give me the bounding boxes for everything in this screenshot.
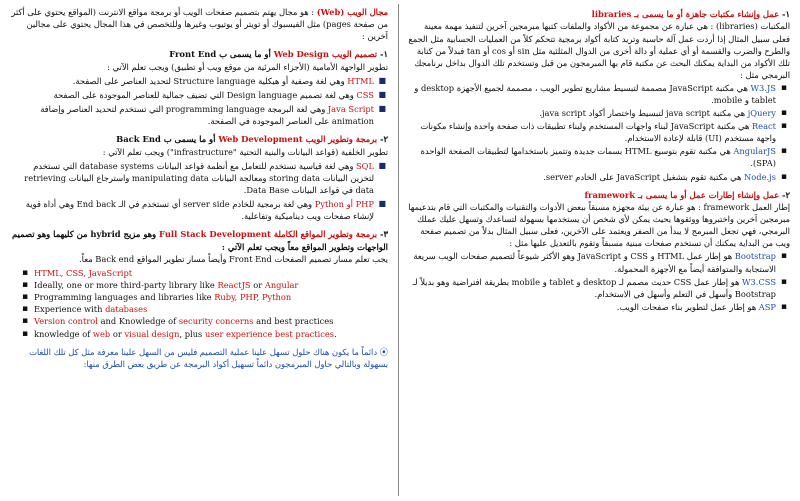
list-item <box>8 75 388 87</box>
item-text: وهي لغة تصميم Design language التي تضيف جمالية للعناصر الموجودة على الصفحة <box>53 89 357 100</box>
item-term: AngularJS <box>733 146 776 157</box>
item-text: هي مكتبة تقوم بتشغيل JavaScript على الخادم server. <box>543 171 745 182</box>
item-text: وهي لغة وصفية أو هيكلية Structure language لتحديد العناصر على الصفحة. <box>72 75 348 86</box>
item-term: PHP أو Python <box>314 198 374 209</box>
item-term: jQuery <box>747 108 776 119</box>
full-stack-heading <box>8 228 388 253</box>
list-item <box>408 250 790 274</box>
footer-note <box>8 346 388 370</box>
item-text-run: and Knowledge of <box>97 316 179 327</box>
list-item <box>408 171 790 183</box>
full-stack-list <box>8 267 388 340</box>
back-end-title-rest: أو ما يسمى ب Back End <box>116 134 219 145</box>
list-item <box>408 120 790 144</box>
item-text-run: or <box>250 280 265 291</box>
libraries-heading <box>408 8 790 20</box>
item-text: هي مكتبة تقوم بتوسيع HTML بسمات جديدة وتتميز باستخدامها لتطبيقات الصفحة الواحدة (SPA). <box>420 146 776 169</box>
full-stack-item <box>22 315 388 327</box>
list-item <box>8 89 388 101</box>
front-end-title: تصميم الويب Web Design <box>273 49 378 60</box>
left-column <box>8 6 388 496</box>
full-stack-item <box>22 291 388 303</box>
back-end-heading <box>8 133 388 145</box>
item-text-run: databases <box>105 304 148 315</box>
item-text-run: web <box>92 328 111 339</box>
list-item <box>8 160 388 196</box>
back-end-title: برمجة وتطوير الويب Web Development <box>218 134 378 145</box>
list-item <box>8 198 388 222</box>
item-text: وهي لغة برمجية للخادم server side أي تستخدم في الـ End back وهي أداة قوية لإنشاء صفحات ويب ديناميكية وتفاعلية. <box>25 198 374 222</box>
front-end-title-rest: أو ما يسمى ب Front End <box>169 49 274 60</box>
item-text: هي مكتبة JavaScript لبناء واجهات المستخدم ولبناء تطبيقات ذات صفحة واحدة وإنشاء مكونات واجهة مستخدم (UI) قابلة لإعادة الاستخدام. <box>420 121 776 144</box>
footer-bullet-icon: ⦿ <box>377 346 388 357</box>
full-stack-item <box>22 328 388 340</box>
item-text: وهي لغة قياسية تستخدم للتعامل مع أنظمة قواعد البيانات database systems التي تستخدم لتخزين البيانات storing data ومعالجة البيانات manipulating data واسترجاع البيانات retrieving data في قواعد البيانات Data Base. <box>24 160 374 195</box>
full-stack-item <box>22 267 388 279</box>
item-text-run: Ruby, PHP, Python <box>214 292 292 303</box>
item-term: Java Script <box>327 103 374 114</box>
item-term: Node.js <box>744 171 776 182</box>
column-divider <box>398 4 399 496</box>
list-item <box>408 107 790 119</box>
item-text-run: and best practices <box>253 316 334 327</box>
item-text: هي مكتبة java script لتبسيط واختصار أكواد java script. <box>539 108 748 119</box>
item-term: SQL <box>356 160 374 171</box>
front-end-desc: تطوير الواجهة الأمامية (الأجزاء المرئية من موقع ويب أو تطبيق) ويجب تعلم الآتي : <box>107 61 388 72</box>
libraries-list <box>408 82 790 183</box>
item-text-run: , plus <box>179 328 205 339</box>
item-term: HTML <box>347 75 374 86</box>
right-column <box>408 6 790 496</box>
item-text-run: . <box>334 328 337 339</box>
full-stack-title: برمجة وتطوير المواقع الكاملة Full Stack Development <box>159 229 378 240</box>
item-text-run: knowledge of <box>34 328 93 339</box>
item-term: W3.JS <box>750 82 776 93</box>
item-text-run: Ideally, one or more third-party library like <box>34 280 218 291</box>
frameworks-title: عمل وإنشاء إطارات عمل أو ما يسمى بـ framework <box>584 189 780 200</box>
intro-paragraph <box>8 6 388 42</box>
intro-text: : هو مجال يهتم بتصميم صفحات الويب أو برمجة مواقع الانترنت (المواقع يحتوي على أكثر من صفحة pages) مثل الفيسبوك أو تويتر أو يوتيوب وغيرها وللتخصص في هذا المجال يحتوي على مجالين آخرين : <box>11 7 388 42</box>
front-end-list <box>8 75 388 127</box>
item-text-run: ReactJS <box>217 280 251 291</box>
back-end-desc: تطوير الخلفية (قواعد البيانات والبنية التحتية "infrastructure") ويجب تعلم الآتي : <box>102 146 388 157</box>
back-end-number: ٢- <box>377 134 388 145</box>
item-term: Bootstrap <box>734 251 776 262</box>
full-stack-title-rest: وهو مزيج hybrid من كليهما وهو تصميم الواجهات وتطوير المواقع معاً ويجب تعلم الآتي : <box>11 229 388 252</box>
libraries-desc: المكتبات (libraries) : هي عبارة عن مجموعة من الأكواد والملفات كتبها مبرمجين آخرين لتنفيذ مهمة معينة فعلى سبيل المثال إذا أردت عمل آلة حاسبة وتريد كتابة أكواد برمجية تتحكم كلاً من العمليات الحسابية مثل الجمع والطرح والضرب والقسمة أو أي عملية أو دالة أخرى من الدوال المثلثية مثل sin أو cos أو tan فبدلاً من كتابة تلك الأكواد من البداية يمكنك البحث عن مكتبة قام بها المبرمجون من قبل وتستخدم تلك الدوال بداخل برنامجك البرمجي مثل : <box>408 21 790 80</box>
item-text-run: HTML, CSS, JavaScript <box>34 268 133 279</box>
frameworks-desc: إطار العمل framework : هو عبارة عن بيئة مجهزة مسبقاً ببعض الأدوات والتقنيات والمكتبات التي قام بتدعيمها مبرمجين آخرين واختبروها ووثقوها بحيث يمكن لأي شخص أن يستخدمها بسهولة لتساعدك وتسهل عليك عملك البرمجي، فهي تجعل المبرمج لا يبدأ من الصفر ويعتمد على الآخرين، فعلى سبيل المثال بدلاً من تصميم صفحة ويب من البداية يمكنك أن تستخدم صفحات مبنية مسبقاً وتقوم بالتعديل عليها مثل : <box>408 202 790 249</box>
item-text-run: Version control <box>34 316 98 327</box>
item-text-run: Experience with <box>34 304 106 315</box>
item-term: W3.CSS <box>741 276 776 287</box>
item-text: وهي لغة البرمجة programming language التي تستخدم لتحديد العناصر وإضافة animation على العناصر الموجودة في الصفحة. <box>40 103 374 127</box>
full-stack-item <box>22 303 388 315</box>
front-end-number: ١- <box>377 49 388 60</box>
list-item <box>408 82 790 106</box>
libraries-number: ١- <box>779 9 790 19</box>
item-text-run: Angular <box>264 280 299 291</box>
back-end-list <box>8 160 388 222</box>
item-text-run: user experience best practices <box>204 328 335 339</box>
front-end-heading <box>8 48 388 60</box>
item-term: React <box>751 121 776 132</box>
intro-term: مجال الويب (Web) <box>316 7 388 17</box>
item-text-run: security concerns <box>178 316 254 327</box>
list-item <box>408 276 790 300</box>
item-text: هو إطار عمل لتطوير بناء صفحات الويب. <box>616 301 759 312</box>
list-item <box>408 145 790 169</box>
item-text-run: Programming languages and libraries like <box>34 292 215 303</box>
frameworks-heading <box>408 189 790 201</box>
frameworks-list <box>408 250 790 312</box>
item-text: هو إطار عمل CSS حديث مصمم لـ desktop و tablet و mobile بطريقة افتراضية وهو بديلاً لـ Bootstrap وأسهل في التعلم وأسهل في الاستخدام. <box>412 276 776 299</box>
item-text: هي مكتبة JavaScript مصممة لتبسيط مشاريع تطوير الويب ، مصممة لجميع الأجهزة desktop و tablet و mobile. <box>414 82 776 105</box>
footer-note-text: دائماً ما يكون هناك حلول تسهل علينا عملية التصميم فليس من السهل علينا معرفة مثل كل تلك اللغات بسهولة وبالتالي حاول المبرمجون دائماً تسهيل أكواد البرمجة عن طريق بعض الطرق منها: <box>29 346 388 369</box>
libraries-title: عمل وإنشاء مكتبات جاهزة أو ما يسمى بـ libraries <box>591 9 780 19</box>
full-stack-item <box>22 279 388 291</box>
item-text-run: or <box>110 328 125 339</box>
list-item <box>8 103 388 127</box>
item-term: CSS <box>356 89 374 100</box>
full-stack-desc: يجب تعلم مسار تصميم الصفحات Front End وأيضاً مسار تطوير المواقع Back end معاً. <box>79 253 388 264</box>
item-term: ASP <box>758 301 776 312</box>
item-text: هو إطار عمل HTML و CSS و JavaScript وهو الأكثر شيوعاً لتصميم صفحات الويب سريعة الاستجابة والمتوافقة أيضاً مع الأجهزة المحمولة. <box>413 251 776 274</box>
full-stack-number: ٣- <box>377 229 388 240</box>
frameworks-number: ٢- <box>779 189 790 200</box>
list-item <box>408 301 790 313</box>
item-text-run: visual design <box>124 328 180 339</box>
